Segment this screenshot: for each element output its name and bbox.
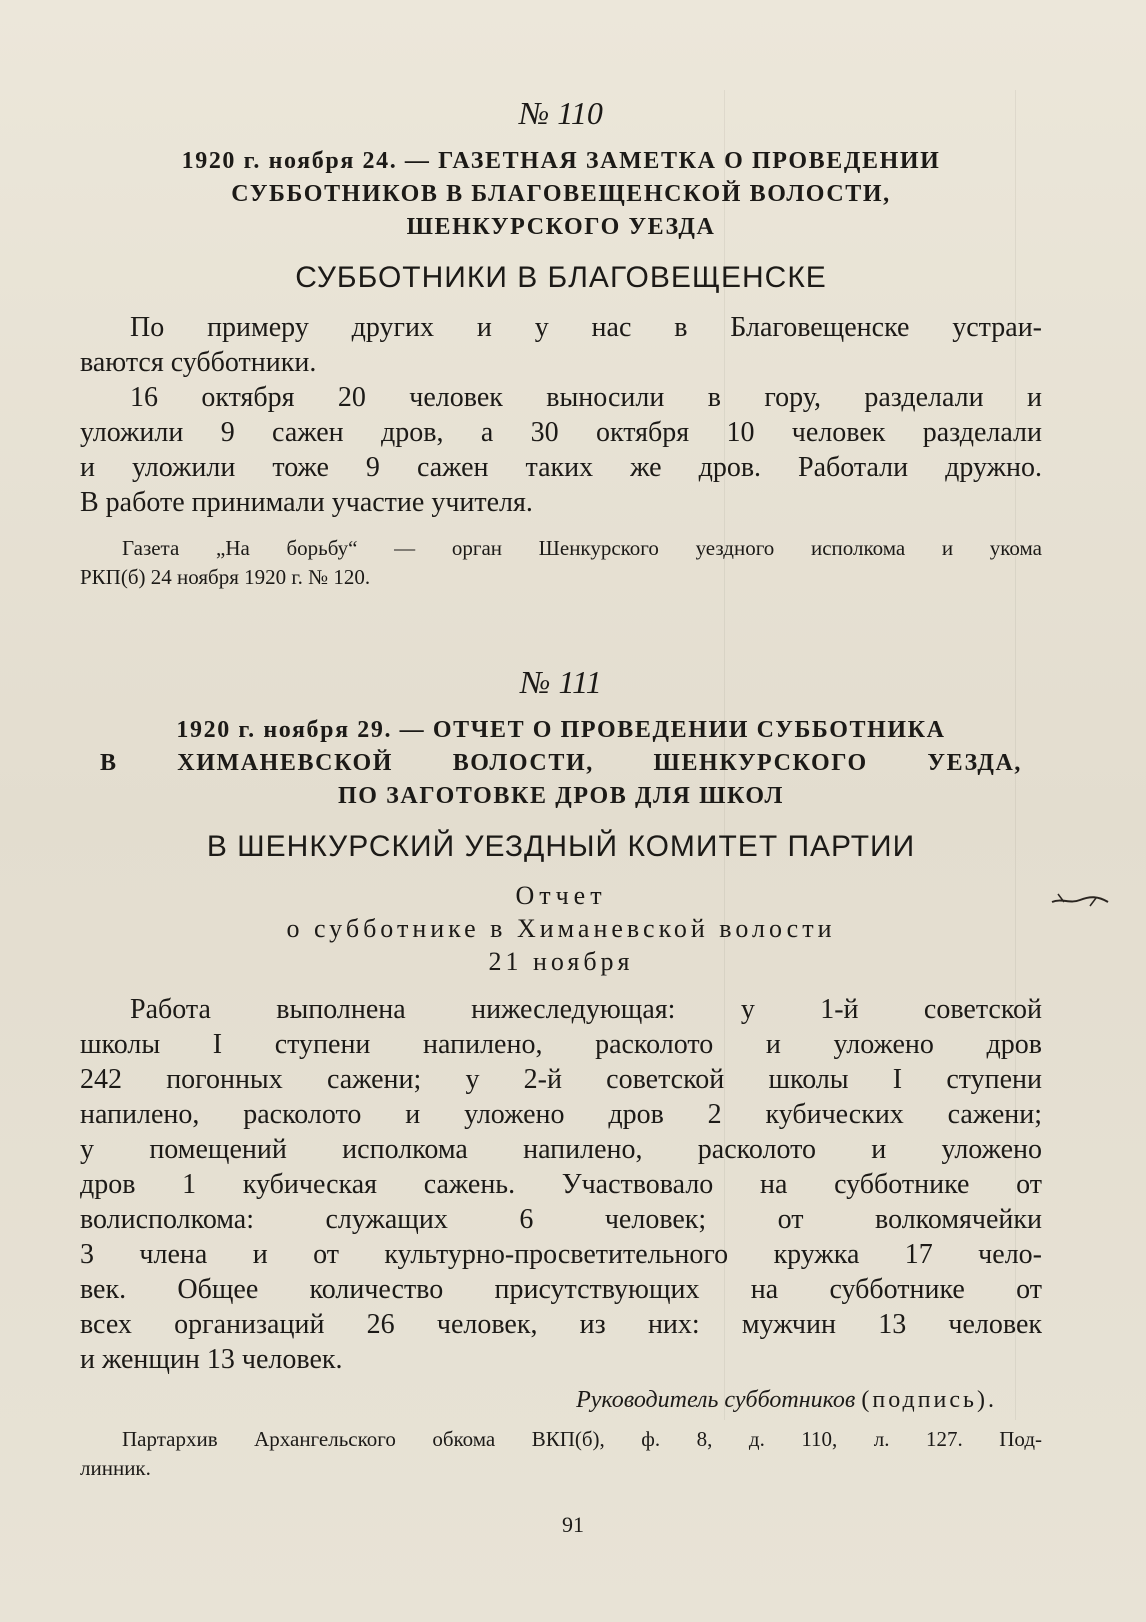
signature-line xyxy=(80,1383,997,1417)
source-line: Партархив Архангельского обкома ВКП(б), ф. 8, д. 110, л. 127. Под- xyxy=(122,1427,1042,1451)
body-line: напилено, расколото и уложено дров 2 кубических сажени; xyxy=(80,1099,1042,1130)
document-heading xyxy=(100,714,1022,813)
document-number: № 110 xyxy=(519,95,603,131)
article-title: СУББОТНИКИ В БЛАГОВЕЩЕНСКЕ xyxy=(295,261,827,294)
body-line: Работа выполнена нижеследующая: у 1-й советской xyxy=(130,994,1042,1025)
addressee-title: В ШЕНКУРСКИЙ УЕЗДНЫЙ КОМИТЕТ ПАРТИИ xyxy=(206,830,916,863)
body-line: и женщин 13 человек. xyxy=(80,1344,343,1375)
body-line: В работе принимали участие учителя. xyxy=(80,487,533,518)
body-line: По примеру других и у нас в Благовещенске устраи- xyxy=(130,312,1042,343)
source-citation xyxy=(80,1425,1042,1483)
document-110 xyxy=(80,95,1042,592)
body-line: 242 погонных сажени; у 2-й советской школы I ступени xyxy=(80,1064,1042,1095)
document-number: № 111 xyxy=(520,664,602,700)
body-line: 3 члена и от культурно-просветительного кружка 17 чело- xyxy=(80,1239,1042,1270)
source-citation xyxy=(80,534,1042,592)
article-body xyxy=(80,310,1042,520)
source-line: РКП(б) 24 ноября 1920 г. № 120. xyxy=(80,565,371,589)
source-line: линник. xyxy=(80,1456,151,1480)
source-line: Газета „На борьбу“ — орган Шенкурского уездного исполкома и укома xyxy=(122,536,1042,560)
body-line: ваются субботники. xyxy=(80,347,317,378)
document-111 xyxy=(80,664,1042,1483)
report-title: Отчет xyxy=(515,881,607,910)
report-subtitle: о субботнике в Химаневской волости xyxy=(286,914,836,943)
document-heading xyxy=(100,145,1022,244)
heading-line: ШЕНКУРСКОГО УЕЗДА xyxy=(406,214,716,240)
heading-line: В ХИМАНЕВСКОЙ ВОЛОСТИ, ШЕНКУРСКОГО УЕЗДА, xyxy=(100,750,1022,776)
body-line: всех организаций 26 человек, из них: мужчин 13 человек xyxy=(80,1309,1042,1340)
body-line: дров 1 кубическая сажень. Участвовало на субботнике от xyxy=(80,1169,1042,1200)
body-line: 16 октября 20 человек выносили в гору, разделали и xyxy=(130,382,1042,413)
body-line: век. Общее количество присутствующих на субботнике от xyxy=(80,1274,1042,1305)
heading-line: 1920 г. ноября 24. — ГАЗЕТНАЯ ЗАМЕТКА О ПРОВЕДЕНИИ xyxy=(181,148,941,174)
heading-line: 1920 г. ноября 29. — ОТЧЕТ О ПРОВЕДЕНИИ СУББОТНИКА xyxy=(176,717,946,743)
report-body xyxy=(80,992,1042,1377)
signature-note: (подпись). xyxy=(861,1387,997,1413)
body-line: волисполкома: служащих 6 человек; от волкомячейки xyxy=(80,1204,1042,1235)
body-line: и уложили тоже 9 сажен таких же дров. Работали дружно. xyxy=(80,452,1042,483)
ink-smudge-icon xyxy=(1050,888,1110,912)
heading-line: ПО ЗАГОТОВКЕ ДРОВ ДЛЯ ШКОЛ xyxy=(337,783,784,809)
signature-role: Руководитель субботников xyxy=(576,1387,856,1413)
heading-line: СУББОТНИКОВ В БЛАГОВЕЩЕНСКОЙ ВОЛОСТИ, xyxy=(231,181,891,207)
body-line: у помещений исполкома напилено, расколото и уложено xyxy=(80,1134,1042,1165)
page-content xyxy=(80,95,1042,1483)
body-line: школы I ступени напилено, расколото и уложено дров xyxy=(80,1029,1042,1060)
report-date: 21 ноября xyxy=(488,947,634,976)
page-number: 91 xyxy=(562,1512,584,1537)
body-line: уложили 9 сажен дров, а 30 октября 10 человек разделали xyxy=(80,417,1042,448)
